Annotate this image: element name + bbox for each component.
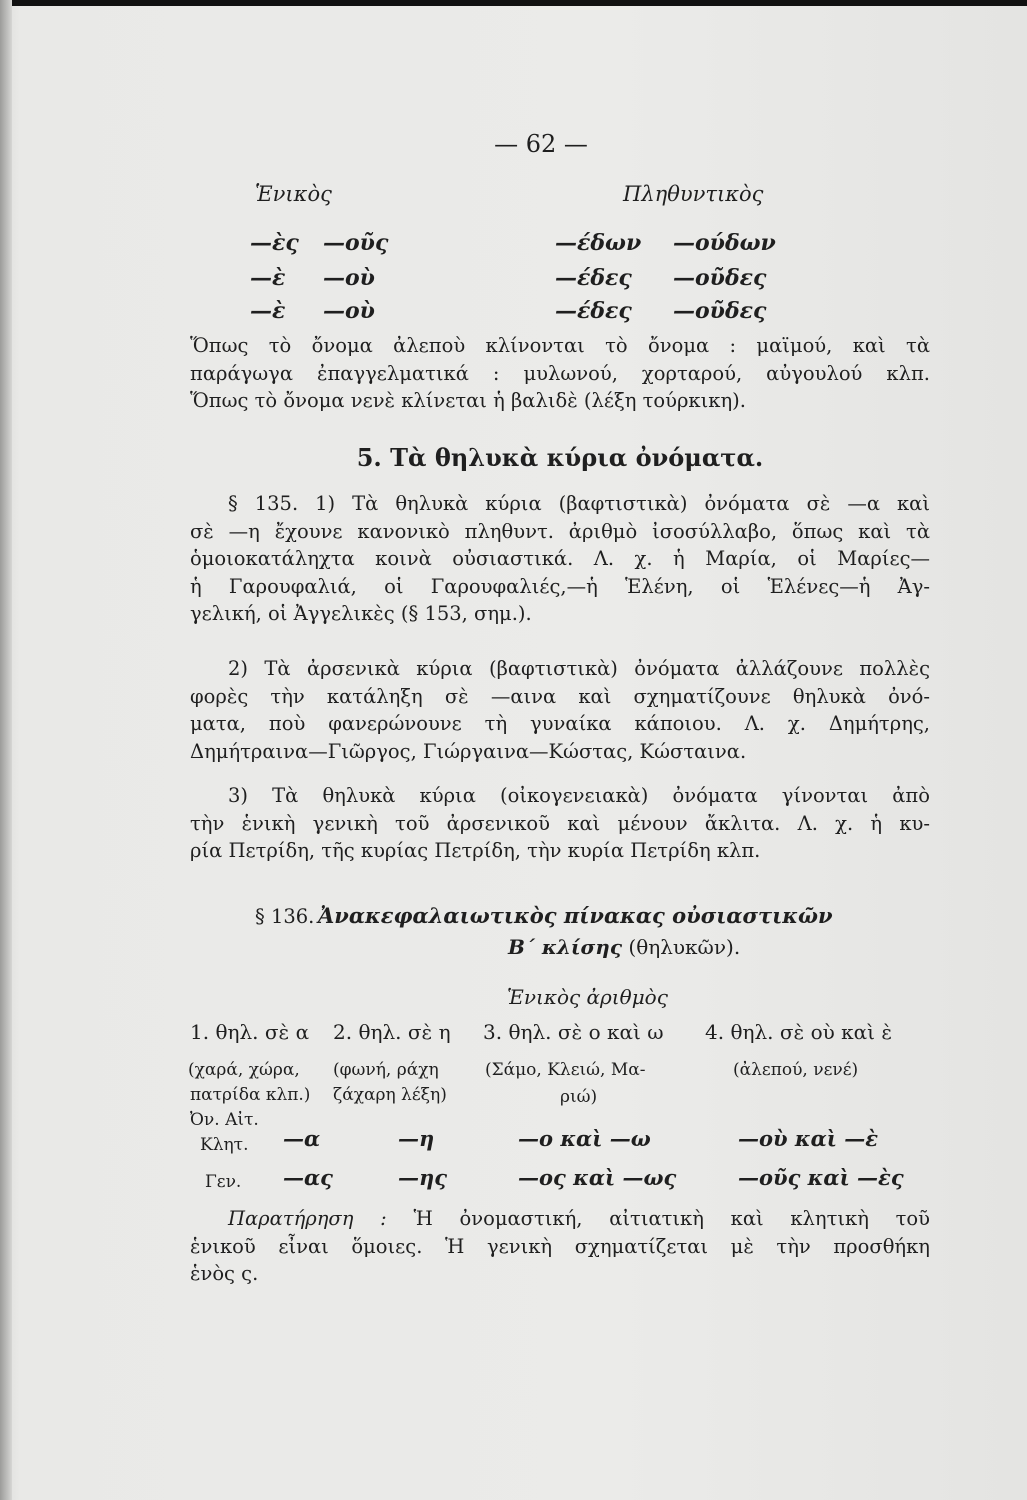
example-words: (χαρά, χώρα, xyxy=(188,1060,300,1080)
sing-ending: —οῦς xyxy=(323,230,389,256)
scan-edge xyxy=(0,0,1027,6)
plural-ending: —έδες xyxy=(555,265,632,291)
ending-gen: —ος καὶ —ως xyxy=(518,1165,677,1190)
ending-nom: —ο καὶ —ω xyxy=(518,1126,651,1151)
section-136-title: Ἀνακεφαλαιωτικὸς πίνακας οὐσιαστικῶν xyxy=(318,903,833,928)
column-header: 1. θηλ. σὲ α xyxy=(190,1020,310,1044)
plural-ending: —οῦδες xyxy=(673,265,767,291)
text-line: παράγωγα ἐπαγγελματικά : μυλωνού, χορταρού, αὐγουλού κλπ. xyxy=(190,361,930,385)
paragraph-2 xyxy=(190,655,930,765)
example-words: ζάχαρη λέξη) xyxy=(333,1085,447,1105)
text-line: ἑνὸς ς. xyxy=(190,1262,259,1286)
paragraph-alepou xyxy=(190,332,930,415)
section-heading: 5. Τὰ θηλυκὰ κύρια ὀνόματα. xyxy=(356,443,764,472)
text-line: Δημήτραινα—Γιῶργος, Γιώργαινα—Κώστας, Κώσταινα. xyxy=(190,739,747,763)
column-header: 4. θηλ. σὲ οὺ καὶ ὲ xyxy=(705,1020,893,1044)
ending-nom: —οὺ καὶ —ὲ xyxy=(738,1126,879,1151)
section-136-number: § 136. xyxy=(255,905,315,928)
note-label: Παρατήρηση : xyxy=(228,1207,387,1230)
ending-gen: —ας xyxy=(283,1165,333,1190)
text-line: φορὲς τὴν κατάληξη σὲ —αινα καὶ σχηματίζουνε θηλυκὰ ὀνό- xyxy=(190,684,930,708)
section-136-subtitle xyxy=(508,935,740,959)
text-line: σὲ —η ἔχουνε κανονικὸ πληθυντ. ἀριθμὸ ἰσοσύλλαβο, ὅπως καὶ τὰ xyxy=(190,519,930,543)
plural-ending: —έδες xyxy=(555,298,632,324)
example-words: ριώ) xyxy=(560,1087,598,1107)
sing-ending: —οὺ xyxy=(323,298,375,324)
note-text: Ἡ ὀνομαστική, αἰτιατικὴ καὶ κλητικὴ τοῦ xyxy=(413,1207,931,1230)
text-line: γελική, οἱ Ἀγγελικὲς (§ 153, σημ.). xyxy=(190,602,532,626)
text-line: Ὅπως τὸ ὄνομα νενὲ κλίνεται ἡ βαλιδὲ (λέξη τούρκικη). xyxy=(190,389,746,413)
column-header: 3. θηλ. σὲ ο καὶ ω xyxy=(483,1020,664,1044)
text-line: ἑνικοῦ εἶναι ὅμοιες. Ἡ γενικὴ σχηματίζεται μὲ τὴν προσθήκη xyxy=(190,1234,930,1258)
plural-ending: —οῦδες xyxy=(673,298,767,324)
note-paragraph xyxy=(190,1205,930,1288)
sing-ending: —οὺ xyxy=(323,265,375,291)
text-line: ματα, ποὺ φανερώνουνε τὴ γυναίκα κάποιου. Λ. χ. Δημήτρης, xyxy=(190,712,930,736)
text-line: 2) Τὰ ἀρσενικὰ κύρια (βαφτιστικὰ) ὀνόματα ἀλλάζουνε πολλὲς xyxy=(228,657,930,680)
sing-ending: —ὲ xyxy=(250,298,286,324)
text-line: ρία Πετρίδη, τῆς κυρίας Πετρίδη, τὴν κυρία Πετρίδη κλπ. xyxy=(190,839,761,863)
text-line: ἡ Γαρουφαλιά, οἱ Γαρουφαλιές,—ἡ Ἑλένη, οἱ Ἑλένες—ἡ Ἀγ- xyxy=(190,574,930,598)
example-words: (ἀλεπού, νενέ) xyxy=(733,1060,859,1080)
ending-gen: —οῦς καὶ —ὲς xyxy=(738,1165,904,1190)
text-line: § 135. 1) Τὰ θηλυκὰ κύρια (βαφτιστικὰ) ὀνόματα σὲ —α καὶ xyxy=(228,492,930,515)
plural-ending: —ούδων xyxy=(673,230,776,256)
example-words: (Σάμο, Κλειώ, Μα- xyxy=(485,1060,646,1080)
page-binding-shadow xyxy=(0,0,12,1500)
plural-header: Πληθυντικὸς xyxy=(623,182,764,206)
sing-ending: —ὲ xyxy=(250,265,286,291)
paragraph-135 xyxy=(190,490,930,628)
text-line: ὁμοιοκατάληχτα κοινὰ οὐσιαστικά. Λ. χ. ἡ Μαρία, οἱ Μαρίες— xyxy=(190,547,930,571)
section-136-title-bold: Β΄ κλίσης xyxy=(508,935,623,959)
text-line: τὴν ἑνικὴ γενικὴ τοῦ ἀρσενικοῦ καὶ μένουν ἄκλιτα. Λ. χ. ἡ κυ- xyxy=(190,811,930,835)
ending-nom: —α xyxy=(283,1126,321,1151)
text-line: Ὅπως τὸ ὄνομα ἀλεποὺ κλίνονται τὸ ὄνομα : μαϊμού, καὶ τὰ xyxy=(190,334,930,357)
text-line xyxy=(190,1205,930,1233)
example-words: (φωνή, ράχη xyxy=(333,1060,439,1080)
paragraph-3 xyxy=(190,782,930,865)
page-number: — 62 — xyxy=(494,130,588,158)
sing-ending: —ὲς xyxy=(250,230,299,256)
column-header: 2. θηλ. σὲ η xyxy=(333,1020,451,1044)
table-subtitle: Ἑνικὸς ἀριθμὸς xyxy=(507,985,668,1009)
ending-nom: —η xyxy=(398,1126,435,1151)
plural-ending: —έδων xyxy=(555,230,642,256)
ending-gen: —ης xyxy=(398,1165,448,1190)
case-label-nom-acc: Ὀν. Αἰτ. xyxy=(190,1110,259,1130)
case-label-gen: Γεν. xyxy=(205,1172,242,1192)
section-136-title-plain: (θηλυκῶν). xyxy=(628,935,741,959)
text-line: 3) Τὰ θηλυκὰ κύρια (οἰκογενειακὰ) ὀνόματα γίνονται ἀπὸ xyxy=(228,784,930,807)
singular-header: Ἑνικὸς xyxy=(255,182,332,206)
example-words: πατρίδα κλπ.) xyxy=(190,1085,311,1105)
case-label-voc: Κλητ. xyxy=(200,1135,249,1155)
